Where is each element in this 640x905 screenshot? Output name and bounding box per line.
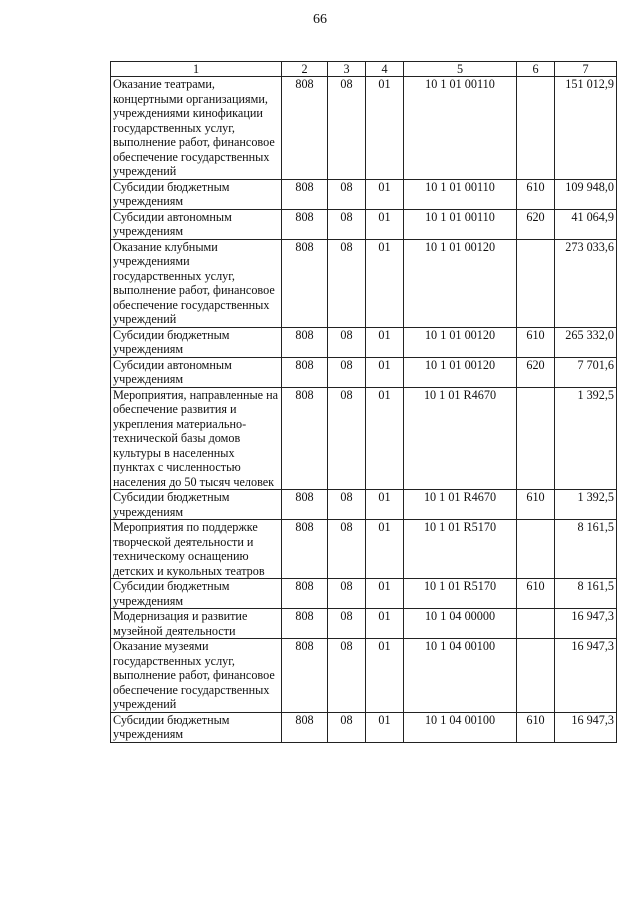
- amount-cell: 8 161,5: [555, 579, 617, 609]
- item-name-cell: Оказание театрами, концертными организациями, учреждениями кинофикации государственных услуг, выполнение работ, финансовое обеспечение государственных учреждений: [111, 77, 282, 180]
- expense-type-cell: [517, 77, 555, 180]
- subsection-code-cell: 01: [366, 77, 404, 180]
- subsection-code-cell: 01: [366, 357, 404, 387]
- target-article-cell: 10 1 04 00100: [404, 712, 517, 742]
- amount-cell: 265 332,0: [555, 327, 617, 357]
- ministry-code-cell: 808: [282, 490, 328, 520]
- target-article-cell: 10 1 01 00110: [404, 209, 517, 239]
- item-name-cell: Субсидии бюджетным учреждениям: [111, 327, 282, 357]
- item-name-cell: Субсидии бюджетным учреждениям: [111, 490, 282, 520]
- section-code-cell: 08: [328, 579, 366, 609]
- ministry-code-cell: 808: [282, 357, 328, 387]
- subsection-code-cell: 01: [366, 712, 404, 742]
- subsection-code-cell: 01: [366, 327, 404, 357]
- table-row: [111, 579, 617, 609]
- amount-cell: 109 948,0: [555, 179, 617, 209]
- subsection-code-cell: 01: [366, 387, 404, 490]
- expense-type-cell: [517, 387, 555, 490]
- subsection-code-cell: 01: [366, 520, 404, 579]
- amount-cell: 16 947,3: [555, 639, 617, 713]
- item-name-cell: Субсидии бюджетным учреждениям: [111, 179, 282, 209]
- ministry-code-cell: 808: [282, 209, 328, 239]
- subsection-code-cell: 01: [366, 639, 404, 713]
- ministry-code-cell: 808: [282, 712, 328, 742]
- expense-type-cell: [517, 639, 555, 713]
- table-row: [111, 209, 617, 239]
- section-code-cell: 08: [328, 609, 366, 639]
- ministry-code-cell: 808: [282, 179, 328, 209]
- expense-type-cell: 620: [517, 357, 555, 387]
- expense-type-cell: [517, 520, 555, 579]
- expense-type-cell: 620: [517, 209, 555, 239]
- section-code-cell: 08: [328, 357, 366, 387]
- section-code-cell: 08: [328, 239, 366, 327]
- header-cell: 1: [111, 62, 282, 77]
- subsection-code-cell: 01: [366, 209, 404, 239]
- ministry-code-cell: 808: [282, 327, 328, 357]
- table-row: [111, 520, 617, 579]
- section-code-cell: 08: [328, 639, 366, 713]
- table-row: [111, 387, 617, 490]
- section-code-cell: 08: [328, 520, 366, 579]
- table-row: [111, 490, 617, 520]
- page-number: 66: [313, 12, 327, 27]
- target-article-cell: 10 1 01 00120: [404, 357, 517, 387]
- target-article-cell: 10 1 01 R4670: [404, 490, 517, 520]
- table-row: [111, 327, 617, 357]
- target-article-cell: 10 1 04 00000: [404, 609, 517, 639]
- target-article-cell: 10 1 01 R4670: [404, 387, 517, 490]
- subsection-code-cell: 01: [366, 579, 404, 609]
- target-article-cell: 10 1 01 00110: [404, 77, 517, 180]
- ministry-code-cell: 808: [282, 520, 328, 579]
- target-article-cell: 10 1 01 R5170: [404, 579, 517, 609]
- table-row: [111, 639, 617, 713]
- item-name-cell: Оказание музеями государственных услуг, выполнение работ, финансовое обеспечение государственных учреждений: [111, 639, 282, 713]
- amount-cell: 8 161,5: [555, 520, 617, 579]
- item-name-cell: Мероприятия по поддержке творческой деятельности и техническому оснащению детских и кукольных театров: [111, 520, 282, 579]
- target-article-cell: 10 1 04 00100: [404, 639, 517, 713]
- item-name-cell: Субсидии бюджетным учреждениям: [111, 712, 282, 742]
- expense-type-cell: 610: [517, 579, 555, 609]
- expense-type-cell: 610: [517, 490, 555, 520]
- header-row: [111, 62, 617, 77]
- header-cell: 3: [328, 62, 366, 77]
- subsection-code-cell: 01: [366, 239, 404, 327]
- table-row: [111, 239, 617, 327]
- item-name-cell: Мероприятия, направленные на обеспечение развития и укрепления материально-технической базы домов культуры в населенных пунктах с численностью населения до 50 тысяч человек: [111, 387, 282, 490]
- item-name-cell: Модернизация и развитие музейной деятельности: [111, 609, 282, 639]
- ministry-code-cell: 808: [282, 239, 328, 327]
- ministry-code-cell: 808: [282, 77, 328, 180]
- subsection-code-cell: 01: [366, 179, 404, 209]
- header-cell: 5: [404, 62, 517, 77]
- expense-type-cell: 610: [517, 179, 555, 209]
- target-article-cell: 10 1 01 00120: [404, 327, 517, 357]
- budget-table: [110, 61, 617, 743]
- ministry-code-cell: 808: [282, 387, 328, 490]
- amount-cell: 16 947,3: [555, 712, 617, 742]
- section-code-cell: 08: [328, 179, 366, 209]
- item-name-cell: Оказание клубными учреждениями государственных услуг, выполнение работ, финансовое обеспечение государственных учреждений: [111, 239, 282, 327]
- ministry-code-cell: 808: [282, 579, 328, 609]
- target-article-cell: 10 1 01 R5170: [404, 520, 517, 579]
- header-cell: 4: [366, 62, 404, 77]
- section-code-cell: 08: [328, 77, 366, 180]
- ministry-code-cell: 808: [282, 639, 328, 713]
- item-name-cell: Субсидии автономным учреждениям: [111, 357, 282, 387]
- section-code-cell: 08: [328, 712, 366, 742]
- section-code-cell: 08: [328, 387, 366, 490]
- amount-cell: 1 392,5: [555, 490, 617, 520]
- section-code-cell: 08: [328, 490, 366, 520]
- table-row: [111, 179, 617, 209]
- expense-type-cell: 610: [517, 327, 555, 357]
- section-code-cell: 08: [328, 209, 366, 239]
- amount-cell: 16 947,3: [555, 609, 617, 639]
- expense-type-cell: 610: [517, 712, 555, 742]
- table-row: [111, 77, 617, 180]
- target-article-cell: 10 1 01 00110: [404, 179, 517, 209]
- expense-type-cell: [517, 609, 555, 639]
- item-name-cell: Субсидии автономным учреждениям: [111, 209, 282, 239]
- amount-cell: 7 701,6: [555, 357, 617, 387]
- amount-cell: 1 392,5: [555, 387, 617, 490]
- amount-cell: 273 033,6: [555, 239, 617, 327]
- table-row: [111, 712, 617, 742]
- table-row: [111, 357, 617, 387]
- section-code-cell: 08: [328, 327, 366, 357]
- expense-type-cell: [517, 239, 555, 327]
- ministry-code-cell: 808: [282, 609, 328, 639]
- amount-cell: 151 012,9: [555, 77, 617, 180]
- subsection-code-cell: 01: [366, 490, 404, 520]
- table-row: [111, 609, 617, 639]
- item-name-cell: Субсидии бюджетным учреждениям: [111, 579, 282, 609]
- header-cell: 2: [282, 62, 328, 77]
- target-article-cell: 10 1 01 00120: [404, 239, 517, 327]
- amount-cell: 41 064,9: [555, 209, 617, 239]
- header-cell: 6: [517, 62, 555, 77]
- subsection-code-cell: 01: [366, 609, 404, 639]
- header-cell: 7: [555, 62, 617, 77]
